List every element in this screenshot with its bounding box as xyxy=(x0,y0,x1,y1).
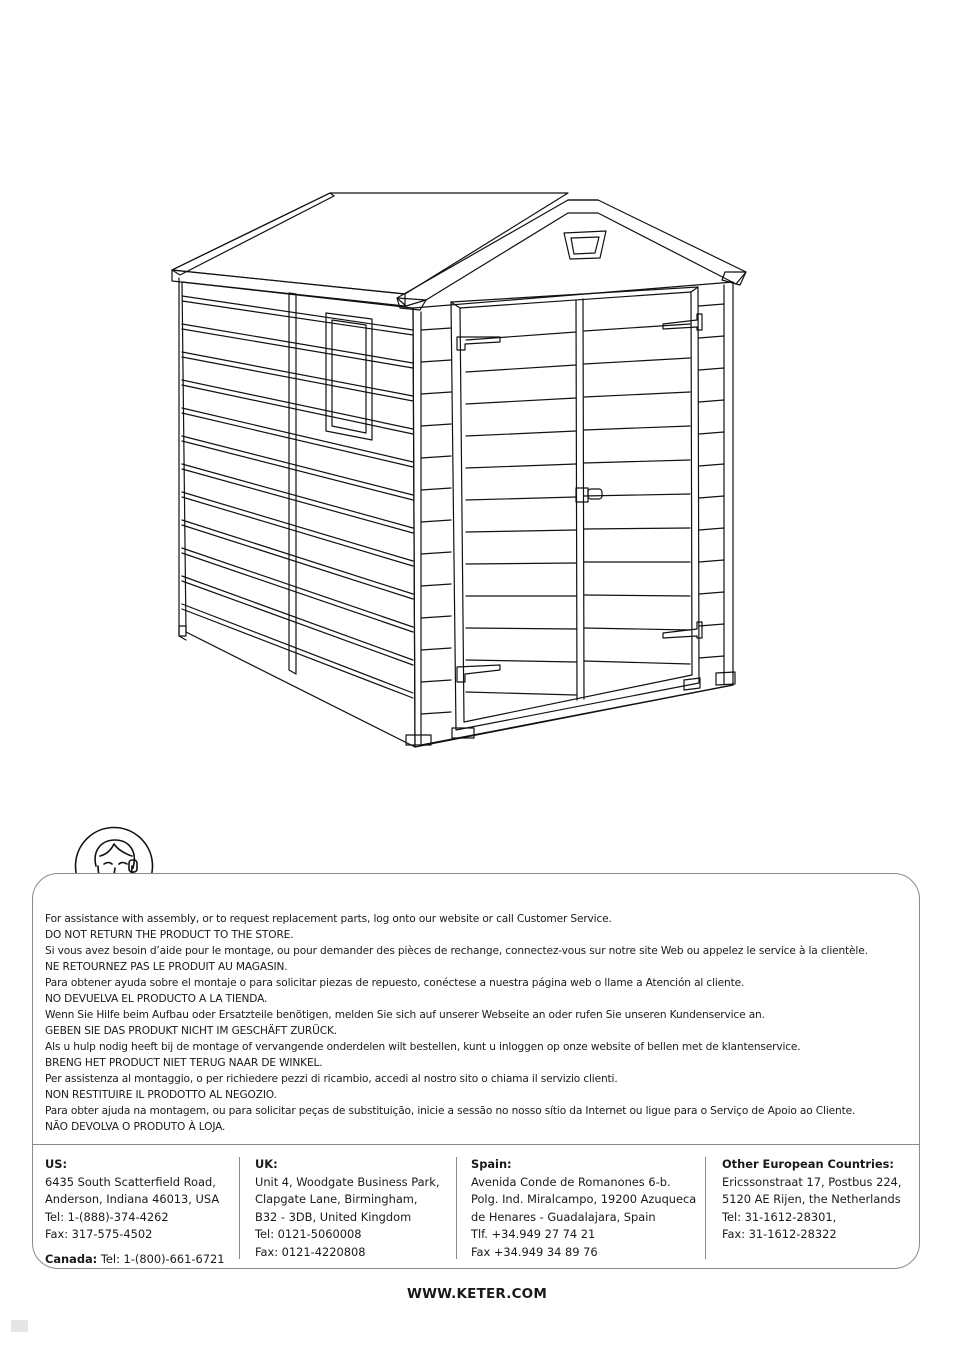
assist-line: Para obter ajuda na montagem, ou para solicitar peças de substituição, inicie a sessão no nosso sítio da Internet ou ligue para o Serviço de Apoio ao Cliente. xyxy=(45,1105,856,1117)
assist-line: DO NOT RETURN THE PRODUCT TO THE STORE. xyxy=(45,929,294,941)
contact-other-europe xyxy=(722,1156,917,1244)
contact-line: Unit 4, Woodgate Business Park, xyxy=(255,1174,440,1189)
contact-line: Fax: 0121-4220808 xyxy=(255,1244,366,1259)
assist-line: Si vous avez besoin d’aide pour le montage, ou pour demander des pièces de rechange, connectez-vous sur notre site Web ou appelez le service à la clientèle. xyxy=(45,945,868,957)
column-separator xyxy=(456,1157,457,1259)
contact-line: Polg. Ind. Miralcampo, 19200 Azuqueca xyxy=(471,1192,697,1206)
contact-line: Tel: 31-1612-28301, xyxy=(722,1209,837,1224)
contact-us xyxy=(45,1156,233,1268)
assist-line: NO DEVUELVA EL PRODUCTO A LA TIENDA. xyxy=(45,993,268,1005)
page-corner-mark xyxy=(11,1320,28,1332)
customer-service-panel xyxy=(32,873,920,1269)
canada-label: Canada: xyxy=(45,1251,98,1266)
assist-line: BRENG HET PRODUCT NIET TERUG NAAR DE WINKEL. xyxy=(45,1057,323,1069)
panel-divider xyxy=(33,1144,919,1145)
contact-line: Avenida Conde de Romanones 6-b. xyxy=(471,1174,671,1189)
contact-line: Ericssonstraat 17, Postbus 224, xyxy=(722,1174,902,1189)
contact-uk xyxy=(255,1156,455,1261)
website-link[interactable]: WWW.KETER.COM xyxy=(406,1286,547,1302)
contact-heading: UK: xyxy=(255,1157,278,1171)
contact-line: Fax: 31-1612-28322 xyxy=(722,1227,837,1241)
contact-heading: Spain: xyxy=(471,1157,512,1171)
column-separator xyxy=(239,1157,240,1259)
contact-line: B32 - 3DB, United Kingdom xyxy=(255,1209,412,1224)
contact-line: Tlf. +34.949 27 74 21 xyxy=(471,1227,596,1241)
canada-phone: Tel: 1-(800)-661-6721 xyxy=(97,1251,225,1266)
contact-line: 6435 South Scatterfield Road, xyxy=(45,1174,216,1189)
assist-line: Per assistenza al montaggio, o per richiedere pezzi di ricambio, accedi al nostro sito o chiama il servizio clienti. xyxy=(45,1073,618,1085)
contact-spain xyxy=(471,1156,711,1261)
contact-heading: Other European Countries: xyxy=(722,1157,894,1171)
contact-line: Tel: 0121-5060008 xyxy=(255,1227,362,1241)
contact-line: Fax: 317-575-4502 xyxy=(45,1227,153,1241)
assist-line: Para obtener ayuda sobre el montaje o para solicitar piezas de repuesto, conéctese a nuestra página web o llame a Atención al cliente. xyxy=(45,977,745,989)
assist-line: GEBEN SIE DAS PRODUKT NICHT IM GESCHÄFT ZURÜCK. xyxy=(45,1025,337,1037)
assist-line: For assistance with assembly, or to request replacement parts, log onto our website or call Customer Service. xyxy=(45,913,612,925)
contact-heading: US: xyxy=(45,1157,68,1171)
contact-canada xyxy=(45,1251,233,1269)
contact-line: Clapgate Lane, Birmingham, xyxy=(255,1192,418,1206)
contact-line: Fax +34.949 34 89 76 xyxy=(471,1244,598,1259)
contact-line: Anderson, Indiana 46013, USA xyxy=(45,1192,220,1206)
assist-line: NÃO DEVOLVA O PRODUTO À LOJA. xyxy=(45,1121,226,1133)
assistance-text xyxy=(45,911,915,1135)
shed-illustration xyxy=(160,185,760,755)
assist-line: NON RESTITUIRE IL PRODOTTO AL NEGOZIO. xyxy=(45,1089,277,1101)
assist-line: Als u hulp nodig heeft bij de montage of vervangende onderdelen wilt bestellen, kunt u inloggen op onze website of bellen met de klantenservice. xyxy=(45,1041,801,1053)
contact-line: 5120 AE Rijen, the Netherlands xyxy=(722,1192,901,1206)
assist-line: Wenn Sie Hilfe beim Aufbau oder Ersatzteile benötigen, melden Sie sich auf unserer Webseite an oder rufen Sie unseren Kundenservice an. xyxy=(45,1009,765,1021)
contact-line: Tel: 1-(888)-374-4262 xyxy=(45,1209,169,1224)
assist-line: NE RETOURNEZ PAS LE PRODUIT AU MAGASIN. xyxy=(45,961,288,973)
column-separator xyxy=(705,1157,706,1259)
contact-line: de Henares - Guadalajara, Spain xyxy=(471,1209,656,1224)
